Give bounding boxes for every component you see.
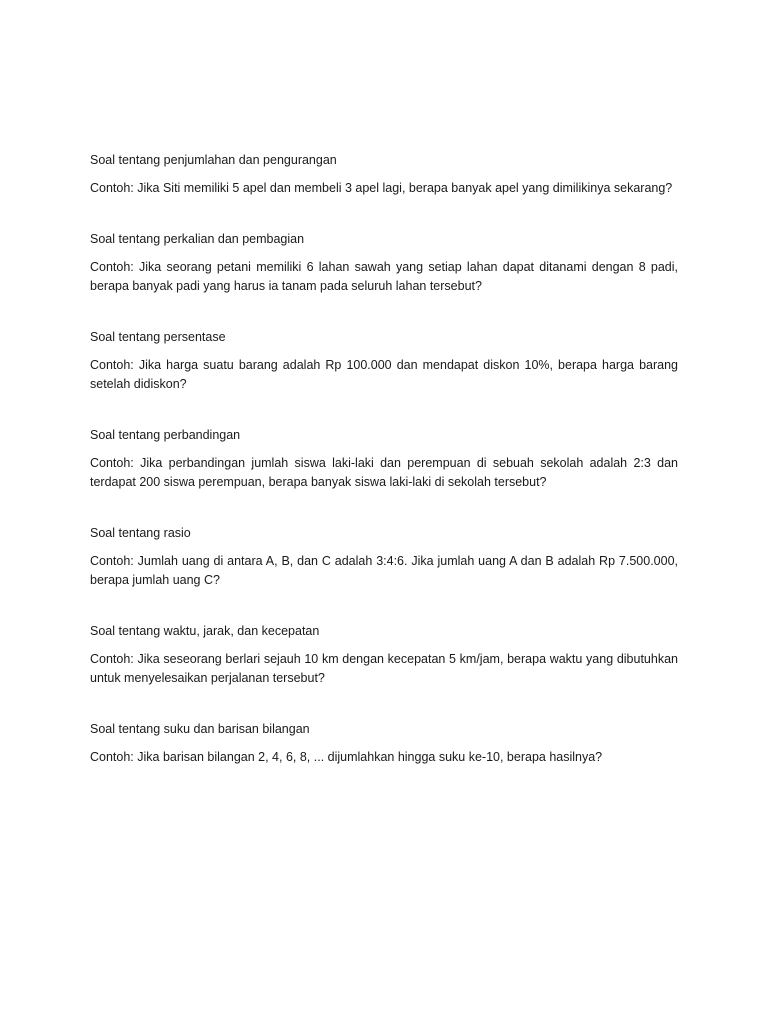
section-time-distance-speed bbox=[90, 623, 678, 688]
document-page bbox=[90, 152, 678, 800]
section-example: Contoh: Jika seseorang berlari sejauh 10 km dengan kecepatan 5 km/jam, berapa waktu yang dibutuhkan untuk menyelesaikan perjalanan tersebut? bbox=[90, 652, 678, 685]
section-heading: Soal tentang persentase bbox=[90, 330, 226, 344]
section-multiplication-division bbox=[90, 231, 678, 296]
section-heading: Soal tentang suku dan barisan bilangan bbox=[90, 722, 310, 736]
section-example: Contoh: Jika barisan bilangan 2, 4, 6, 8, ... dijumlahkan hingga suku ke-10, berapa hasilnya? bbox=[90, 750, 603, 764]
section-example: Contoh: Jika harga suatu barang adalah Rp 100.000 dan mendapat diskon 10%, berapa harga barang setelah didiskon? bbox=[90, 358, 678, 391]
section-heading: Soal tentang perkalian dan pembagian bbox=[90, 232, 305, 246]
section-heading: Soal tentang perbandingan bbox=[90, 428, 241, 442]
section-heading: Soal tentang waktu, jarak, dan kecepatan bbox=[90, 624, 320, 638]
section-heading: Soal tentang rasio bbox=[90, 526, 191, 540]
section-number-sequence bbox=[90, 721, 678, 767]
section-example: Contoh: Jika Siti memiliki 5 apel dan membeli 3 apel lagi, berapa banyak apel yang dimilikinya sekarang? bbox=[90, 181, 673, 195]
section-example: Contoh: Jika perbandingan jumlah siswa laki-laki dan perempuan di sebuah sekolah adalah 2:3 dan terdapat 200 siswa perempuan, berapa banyak siswa laki-laki di sekolah tersebut? bbox=[90, 456, 678, 489]
section-example: Contoh: Jika seorang petani memiliki 6 lahan sawah yang setiap lahan dapat ditanami dengan 8 padi, berapa banyak padi yang harus ia tanam pada seluruh lahan tersebut? bbox=[90, 260, 678, 293]
section-comparison bbox=[90, 427, 678, 492]
section-example: Contoh: Jumlah uang di antara A, B, dan C adalah 3:4:6. Jika jumlah uang A dan B adalah Rp 7.500.000, berapa jumlah uang C? bbox=[90, 554, 678, 587]
section-addition-subtraction bbox=[90, 152, 678, 198]
section-ratio bbox=[90, 525, 678, 590]
section-percentage bbox=[90, 329, 678, 394]
section-heading: Soal tentang penjumlahan dan pengurangan bbox=[90, 153, 337, 167]
